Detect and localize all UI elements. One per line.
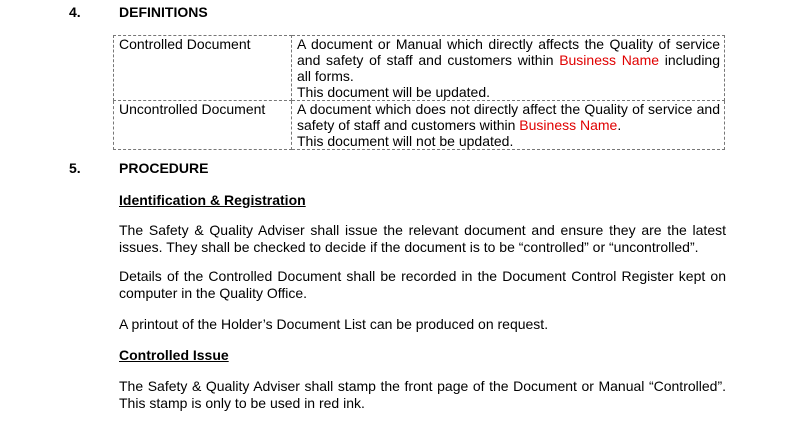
definition-note: This document will be updated. [297,84,490,100]
controlled-issue-heading: Controlled Issue [119,347,229,363]
definition-term: Controlled Document [114,36,292,101]
identification-heading: Identification & Registration [119,192,306,208]
definition-text-end: . [617,117,622,133]
table-row [114,101,725,150]
definition-text: A document or Manual which directly affects the Quality of service and safety of staff and customers within [297,36,720,68]
section-4-number: 4. [69,4,81,20]
definition-note: This document will not be updated. [297,133,514,149]
section-5-number: 5. [69,160,81,176]
controlled-issue-paragraph: The Safety & Quality Adviser shall stamp the front page of the Document or Manual “Controlled”. This stamp is only to be used in red ink. [119,378,726,411]
business-name-placeholder: Business Name [559,52,660,68]
definition-term: Uncontrolled Document [114,101,292,150]
definition-text: A document which does not directly affect the Quality of service and safety of staff and customers within [297,101,720,133]
definition-description [292,36,725,101]
business-name-placeholder: Business Name [519,117,618,133]
identification-paragraph-1: The Safety & Quality Adviser shall issue the relevant document and ensure they are the latest issues. They shall be checked to decide if the document is to be “controlled” or “uncontrolled”. [119,222,726,255]
identification-paragraph-2: Details of the Controlled Document shall be recorded in the Document Control Register kept on computer in the Quality Office. [119,268,726,301]
definition-description [292,101,725,150]
definitions-table [113,35,725,150]
definition-text-end: including all forms. [297,52,721,84]
section-4-title: DEFINITIONS [119,4,208,20]
section-5-title: PROCEDURE [119,160,209,176]
table-row [114,36,725,101]
identification-paragraph-3: A printout of the Holder’s Document List can be produced on request. [119,316,549,332]
